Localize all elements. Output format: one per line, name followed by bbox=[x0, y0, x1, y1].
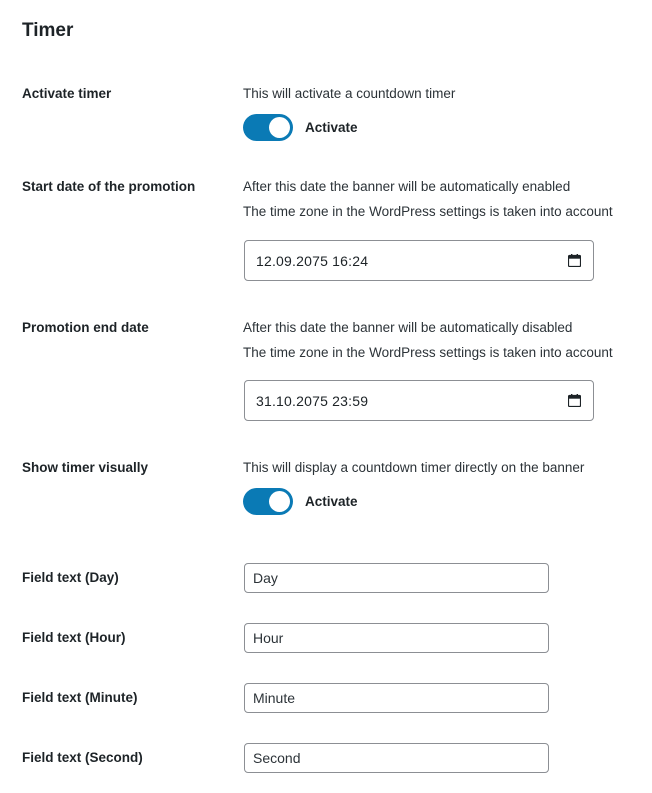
toggle-switch[interactable] bbox=[243, 488, 293, 515]
field-day-label: Field text (Day) bbox=[22, 570, 119, 585]
activate-timer-description: This will activate a countdown timer bbox=[243, 86, 456, 101]
end-date-description-1: After this date the banner will be automatically disabled bbox=[243, 320, 573, 335]
toggle-knob bbox=[269, 491, 290, 512]
end-date-label: Promotion end date bbox=[22, 320, 149, 335]
field-minute-input[interactable] bbox=[244, 683, 549, 713]
end-date-input[interactable] bbox=[244, 380, 594, 421]
toggle-knob bbox=[269, 117, 290, 138]
activate-timer-toggle-label: Activate bbox=[305, 119, 358, 135]
field-day-input[interactable] bbox=[244, 563, 549, 593]
start-date-value: 12.09.2075 16:24 bbox=[256, 252, 369, 269]
show-timer-toggle[interactable] bbox=[243, 487, 358, 515]
show-timer-toggle-label: Activate bbox=[305, 493, 358, 509]
field-hour-label: Field text (Hour) bbox=[22, 630, 126, 645]
field-second-input[interactable] bbox=[244, 743, 549, 773]
field-minute-label: Field text (Minute) bbox=[22, 690, 138, 705]
activate-timer-toggle[interactable] bbox=[243, 113, 358, 141]
show-timer-description: This will display a countdown timer directly on the banner bbox=[243, 460, 585, 475]
start-date-description-2: The time zone in the WordPress settings is taken into account bbox=[243, 204, 613, 219]
toggle-switch[interactable] bbox=[243, 114, 293, 141]
calendar-icon[interactable] bbox=[568, 254, 581, 267]
start-date-input[interactable] bbox=[244, 240, 594, 281]
end-date-value: 31.10.2075 23:59 bbox=[256, 392, 369, 409]
start-date-label: Start date of the promotion bbox=[22, 179, 196, 194]
activate-timer-label: Activate timer bbox=[22, 86, 112, 101]
calendar-icon[interactable] bbox=[568, 394, 581, 407]
end-date-description-2: The time zone in the WordPress settings is taken into account bbox=[243, 345, 613, 360]
field-second-label: Field text (Second) bbox=[22, 750, 143, 765]
start-date-description-1: After this date the banner will be automatically enabled bbox=[243, 179, 571, 194]
show-timer-label: Show timer visually bbox=[22, 460, 149, 475]
field-hour-input[interactable] bbox=[244, 623, 549, 653]
section-title: Timer bbox=[22, 20, 74, 41]
